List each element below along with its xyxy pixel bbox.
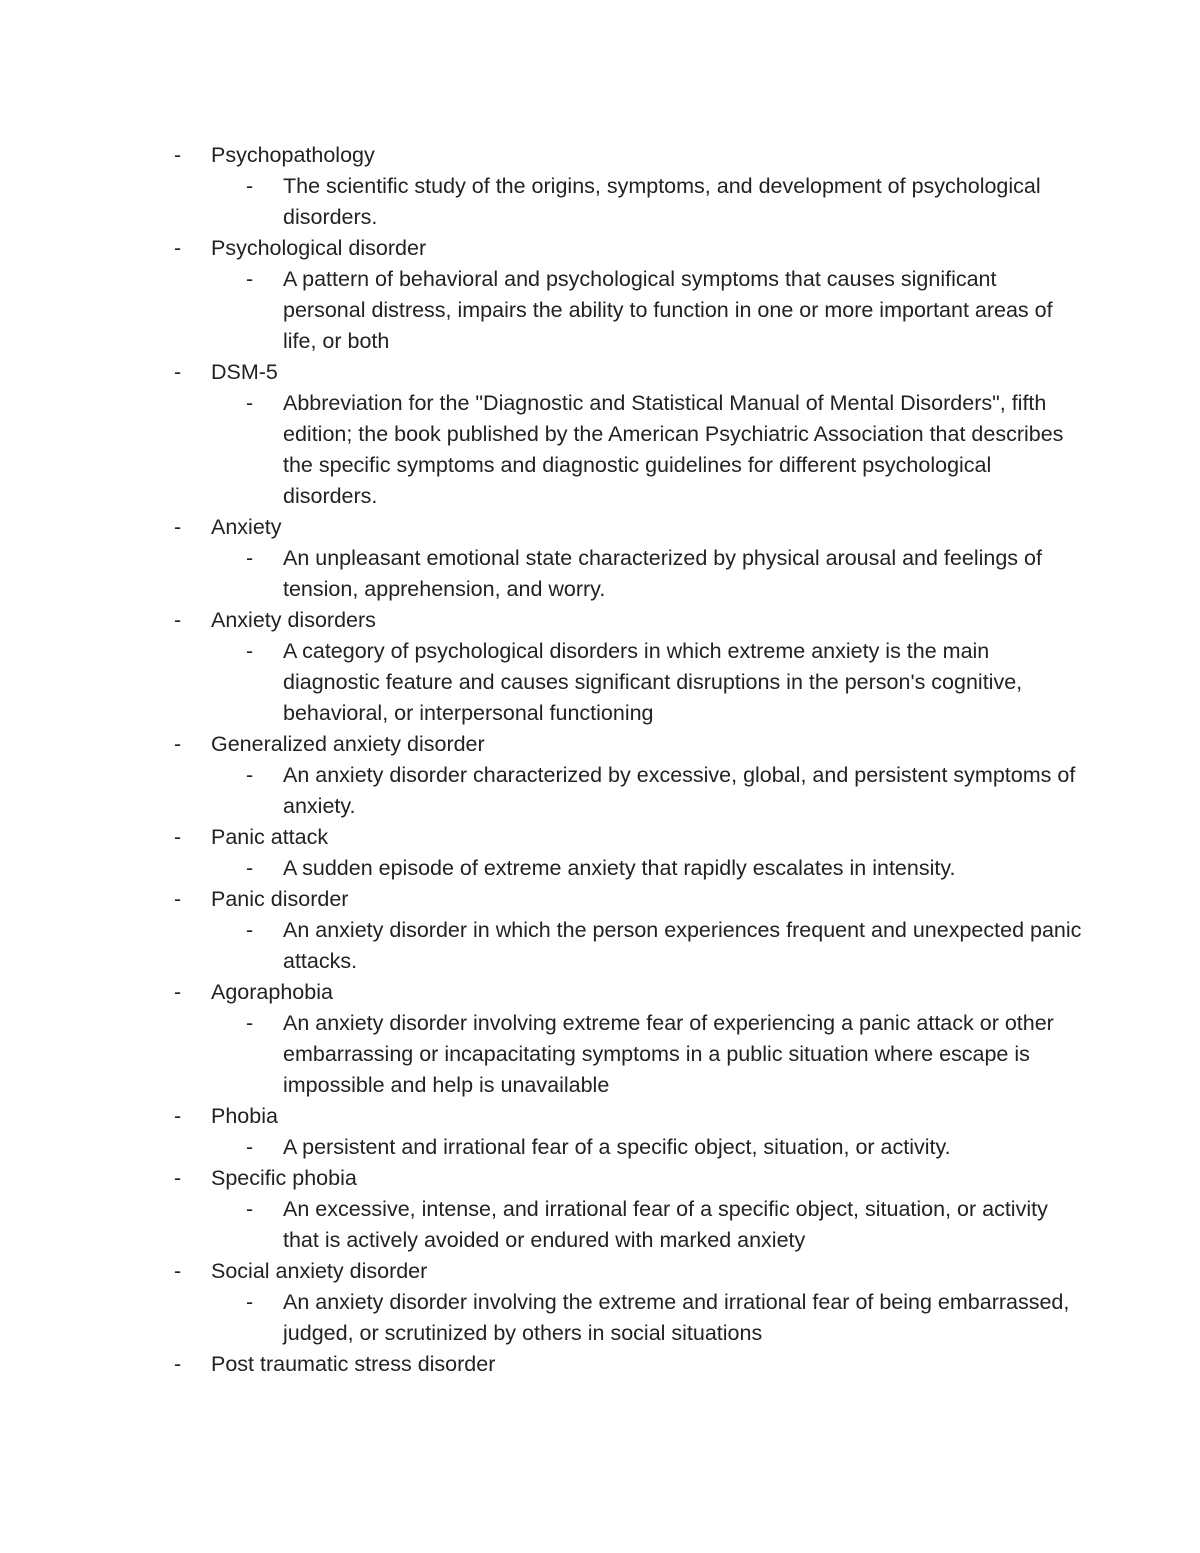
term-line [0,1163,1200,1194]
term-line [0,729,1200,760]
definition-text: A sudden episode of extreme anxiety that rapidly escalates in intensity. [283,856,956,880]
term-text: DSM-5 [211,360,278,384]
definition-text: An anxiety disorder characterized by excessive, global, and persistent symptoms of anxiety. [283,763,1076,818]
definition-text: An excessive, intense, and irrational fear of a specific object, situation, or activity that is actively avoided or endured with marked anxiety [283,1197,1048,1252]
term-text: Agoraphobia [211,980,333,1004]
bullet-dash: - [174,1352,182,1376]
term-text: Panic attack [211,825,329,849]
glossary-entry [0,729,1200,822]
term-text: Generalized anxiety disorder [211,732,485,756]
term-line [0,1101,1200,1132]
definition-line [0,543,1083,605]
term-line [0,605,1200,636]
bullet-dash: - [174,236,182,260]
bullet-dash: - [174,1166,182,1190]
glossary-entry [0,357,1200,512]
bullet-dash: - [174,515,182,539]
term-text: Specific phobia [211,1166,357,1190]
glossary-entry [0,1349,1200,1380]
bullet-dash: - [246,174,254,198]
definition-text: The scientific study of the origins, symptoms, and development of psychological disorders. [283,174,1041,229]
term-text: Phobia [211,1104,278,1128]
term-line [0,822,1200,853]
term-text: Social anxiety disorder [211,1259,428,1283]
definition-text: A pattern of behavioral and psychological symptoms that causes significant personal distress, impairs the ability to function in one or more important areas of life, or both [283,267,1053,353]
bullet-dash: - [246,1290,254,1314]
glossary-entry [0,233,1200,357]
definition-line [0,264,1083,357]
definition-line [0,171,1083,233]
definition-text: An anxiety disorder involving the extreme and irrational fear of being embarrassed, judged, or scrutinized by others in social situations [283,1290,1070,1345]
bullet-dash: - [246,267,254,291]
definition-text: An anxiety disorder in which the person experiences frequent and unexpected panic attacks. [283,918,1082,973]
bullet-dash: - [246,1197,254,1221]
definition-line [0,1008,1083,1101]
bullet-dash: - [174,1104,182,1128]
bullet-dash: - [174,360,182,384]
bullet-dash: - [174,825,182,849]
term-text: Anxiety disorders [211,608,376,632]
definition-text: An anxiety disorder involving extreme fear of experiencing a panic attack or other embarrassing or incapacitating symptoms in a public situation where escape is impossible and help is unavailable [283,1011,1054,1097]
bullet-dash: - [174,887,182,911]
bullet-dash: - [246,856,254,880]
glossary-entry [0,140,1200,233]
glossary-entry [0,977,1200,1101]
bullet-dash: - [246,1011,254,1035]
term-line [0,1256,1200,1287]
term-text: Psychopathology [211,143,375,167]
definition-text: Abbreviation for the "Diagnostic and Statistical Manual of Mental Disorders", fifth edition; the book published by the American Psychiatric Association that describes the specific symptoms and diagnostic guidelines for different psychological disorders. [283,391,1064,508]
bullet-dash: - [246,1135,254,1159]
definition-text: A persistent and irrational fear of a specific object, situation, or activity. [283,1135,951,1159]
definition-line [0,915,1083,977]
glossary-list [0,140,1200,1380]
definition-text: An unpleasant emotional state characterized by physical arousal and feelings of tension, apprehension, and worry. [283,546,1042,601]
term-line [0,140,1200,171]
bullet-dash: - [174,980,182,1004]
glossary-entry [0,605,1200,729]
term-text: Anxiety [211,515,282,539]
bullet-dash: - [174,143,182,167]
definition-line [0,760,1083,822]
term-text: Post traumatic stress disorder [211,1352,496,1376]
term-line [0,512,1200,543]
glossary-entry [0,512,1200,605]
term-line [0,357,1200,388]
definition-line [0,1287,1083,1349]
glossary-entry [0,822,1200,884]
term-line [0,884,1200,915]
term-text: Panic disorder [211,887,349,911]
glossary-entry [0,884,1200,977]
bullet-dash: - [174,608,182,632]
definition-line [0,388,1083,512]
bullet-dash: - [174,1259,182,1283]
definition-line [0,1132,1083,1163]
bullet-dash: - [246,546,254,570]
bullet-dash: - [246,918,254,942]
glossary-entry [0,1256,1200,1349]
glossary-entry [0,1163,1200,1256]
bullet-dash: - [246,391,254,415]
bullet-dash: - [246,639,254,663]
definition-text: A category of psychological disorders in which extreme anxiety is the main diagnostic feature and causes significant disruptions in the person's cognitive, behavioral, or interpersonal functioning [283,639,1023,725]
glossary-entry [0,1101,1200,1163]
term-line [0,977,1200,1008]
term-line [0,233,1200,264]
term-line [0,1349,1200,1380]
definition-line [0,1194,1083,1256]
term-text: Psychological disorder [211,236,427,260]
bullet-dash: - [174,732,182,756]
definition-line [0,636,1083,729]
definition-line [0,853,1083,884]
document-page [0,140,1200,1380]
bullet-dash: - [246,763,254,787]
